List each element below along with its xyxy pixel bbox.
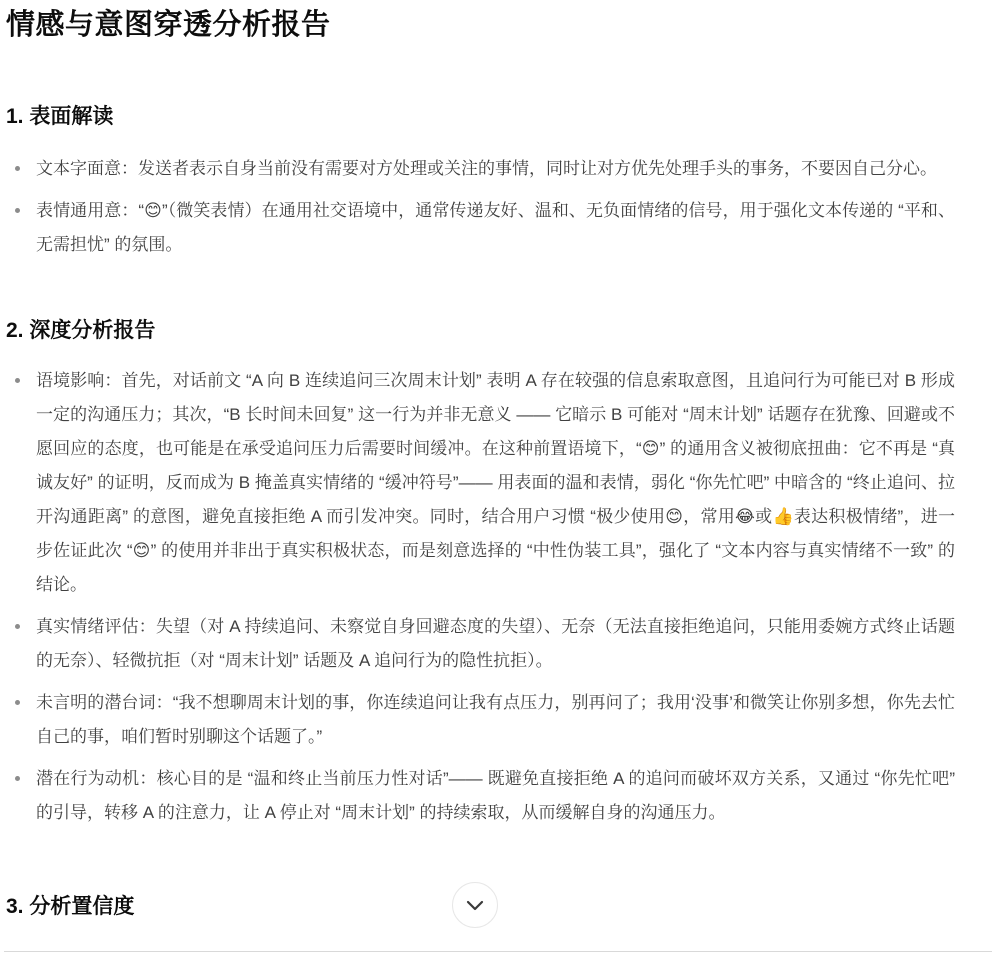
- page-title: 情感与意图穿透分析报告: [6, 9, 331, 41]
- surface-reading-list: [6, 152, 955, 262]
- list-item: 未言明的潜台词：“我不想聊周末计划的事，你连续追问让我有点压力，别再问了；我用‘没事’和微笑让你别多想，你先去忙自己的事，咱们暂时别聊这个话题了。”: [36, 686, 955, 754]
- scroll-to-bottom-button[interactable]: [452, 882, 498, 928]
- section-heading-surface-reading: 1. 表面解读: [6, 105, 114, 128]
- list-item: 潜在行为动机：核心目的是 “温和终止当前压力性对话”—— 既避免直接拒绝 A 的追问而破坏双方关系，又通过 “你先忙吧” 的引导，转移 A 的注意力，让 A 停止对 “周末计划” 的持续索取，从而缓解自身的沟通压力。: [36, 762, 955, 830]
- list-item: 真实情绪评估：失望（对 A 持续追问、未察觉自身回避态度的失望）、无奈（无法直接拒绝追问，只能用委婉方式终止话题的无奈）、轻微抗拒（对 “周末计划” 话题及 A 追问行为的隐性抗拒）。: [36, 610, 955, 678]
- list-item: 表情通用意：“😊”（微笑表情）在通用社交语境中，通常传递友好、温和、无负面情绪的信号，用于强化文本传递的 “平和、无需担忧” 的氛围。: [36, 194, 955, 262]
- section-heading-deep-analysis: 2. 深度分析报告: [6, 319, 156, 342]
- list-item: 语境影响：首先，对话前文 “A 向 B 连续追问三次周末计划” 表明 A 存在较强的信息索取意图，且追问行为可能已对 B 形成一定的沟通压力；其次，“B 长时间未回复” 这一行为并非无意义 —— 它暗示 B 可能对 “周末计划” 话题存在犹豫、回避或不愿回应的态度，也可能是在承受追问压力后需要时间缓冲。在这种前置语境下，“😊” 的通用含义被彻底扭曲：它不再是 “真诚友好” 的证明，反而成为 B 掩盖真实情绪的 “缓冲符号”—— 用表面的温和表情，弱化 “你先忙吧” 中暗含的 “终止追问、拉开沟通距离” 的意图，避免直接拒绝 A 而引发冲突。同时，结合用户习惯 “极少使用😊，常用😂或👍表达积极情绪”，进一步佐证此次 “😊” 的使用并非出于真实积极状态，而是刻意选择的 “中性伪装工具”，强化了 “文本内容与真实情绪不一致” 的结论。: [36, 364, 955, 602]
- section-divider: [4, 951, 992, 952]
- list-item: 文本字面意：发送者表示自身当前没有需要对方处理或关注的事情，同时让对方优先处理手头的事务，不要因自己分心。: [36, 152, 955, 186]
- deep-analysis-list: [6, 364, 955, 830]
- chevron-down-icon: [466, 900, 484, 911]
- section-heading-confidence: 3. 分析置信度: [6, 895, 135, 918]
